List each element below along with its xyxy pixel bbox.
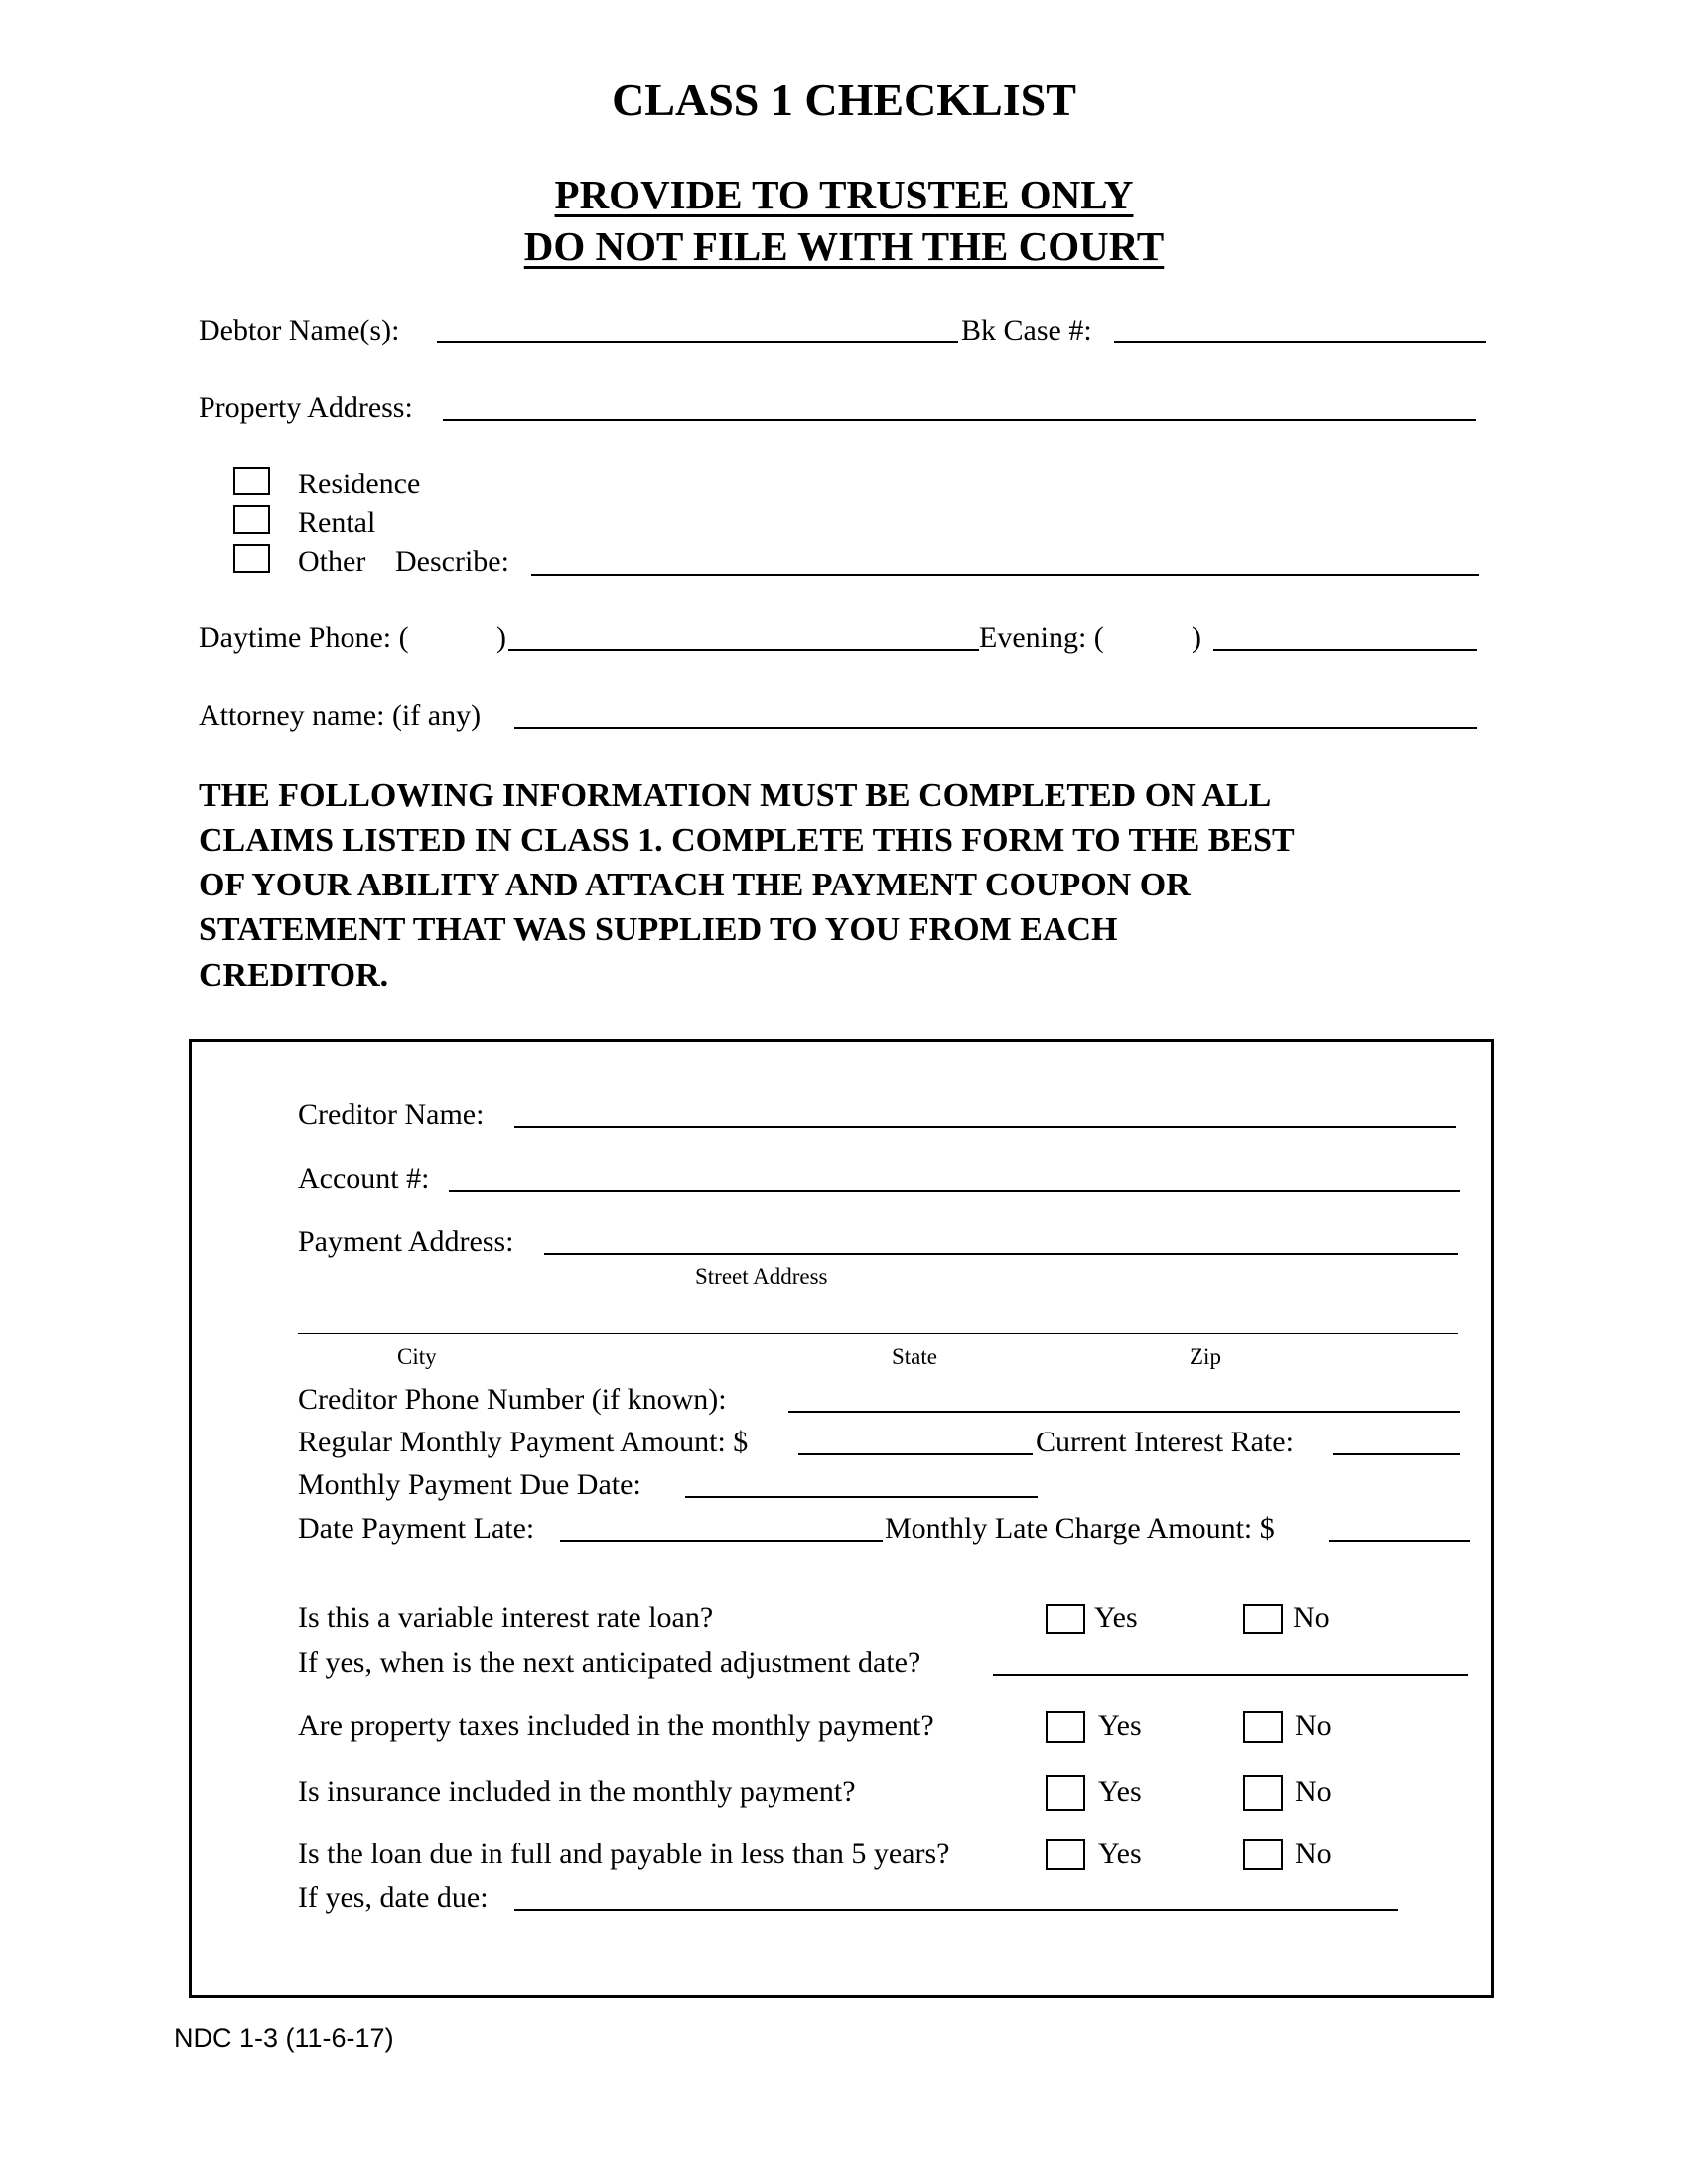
zip-caption: Zip xyxy=(1190,1344,1221,1369)
subtitle-trustee-only: PROVIDE TO TRUSTEE ONLY xyxy=(554,172,1134,217)
late-charge-field[interactable] xyxy=(1329,1540,1470,1542)
monthly-payment-field[interactable] xyxy=(798,1453,1033,1455)
describe-field[interactable] xyxy=(531,574,1479,576)
instructions-line-2: CLAIMS LISTED IN CLASS 1. COMPLETE THIS FORM TO THE BEST xyxy=(199,822,1295,859)
evening-phone-label: Evening: ( xyxy=(979,621,1104,654)
insurance-question: Is insurance included in the monthly payment? xyxy=(298,1775,856,1808)
instructions-line-3: OF YOUR ABILITY AND ATTACH THE PAYMENT COUPON OR xyxy=(199,867,1191,903)
variable-rate-yes-checkbox[interactable] xyxy=(1046,1604,1085,1634)
variable-rate-no-checkbox[interactable] xyxy=(1243,1604,1283,1634)
insurance-yes-label: Yes xyxy=(1098,1775,1142,1808)
date-late-field[interactable] xyxy=(560,1540,883,1542)
daytime-phone-label: Daytime Phone: ( xyxy=(199,621,409,654)
loan-due-no-label: No xyxy=(1295,1838,1332,1870)
variable-rate-no-label: No xyxy=(1293,1601,1330,1634)
date-due-question: If yes, date due: xyxy=(298,1881,489,1914)
account-field[interactable] xyxy=(449,1190,1460,1192)
late-charge-label: Monthly Late Charge Amount: $ xyxy=(885,1512,1275,1545)
evening-phone-field[interactable] xyxy=(1213,649,1477,651)
adjustment-date-question: If yes, when is the next anticipated adjustment date? xyxy=(298,1646,921,1679)
city-caption: City xyxy=(397,1344,437,1369)
payment-address-label: Payment Address: xyxy=(298,1225,514,1258)
account-label: Account #: xyxy=(298,1162,430,1195)
property-taxes-yes-checkbox[interactable] xyxy=(1046,1711,1085,1743)
rental-label: Rental xyxy=(298,506,376,539)
state-caption: State xyxy=(892,1344,937,1369)
city-state-zip-field[interactable] xyxy=(298,1333,1458,1334)
monthly-payment-label: Regular Monthly Payment Amount: $ xyxy=(298,1426,749,1458)
rental-checkbox[interactable] xyxy=(233,505,270,534)
property-address-label: Property Address: xyxy=(199,391,413,424)
subtitle-do-not-file: DO NOT FILE WITH THE COURT xyxy=(523,223,1165,269)
instructions-line-5: CREDITOR. xyxy=(199,957,389,994)
debtor-name-field[interactable] xyxy=(437,341,958,343)
instructions-line-4: STATEMENT THAT WAS SUPPLIED TO YOU FROM EACH xyxy=(199,911,1118,948)
residence-checkbox[interactable] xyxy=(233,467,270,495)
interest-rate-label: Current Interest Rate: xyxy=(1036,1426,1294,1458)
loan-due-question: Is the loan due in full and payable in less than 5 years? xyxy=(298,1838,950,1870)
daytime-phone-paren: ) xyxy=(496,621,506,654)
insurance-no-checkbox[interactable] xyxy=(1243,1775,1283,1811)
due-date-field[interactable] xyxy=(685,1496,1038,1498)
property-taxes-no-checkbox[interactable] xyxy=(1243,1711,1283,1743)
creditor-name-label: Creditor Name: xyxy=(298,1098,485,1131)
form-title: CLASS 1 CHECKLIST xyxy=(612,74,1076,125)
other-checkbox[interactable] xyxy=(233,544,270,573)
insurance-no-label: No xyxy=(1295,1775,1332,1808)
creditor-name-field[interactable] xyxy=(514,1126,1456,1128)
loan-due-yes-checkbox[interactable] xyxy=(1046,1839,1085,1870)
debtor-name-label: Debtor Name(s): xyxy=(199,314,400,346)
bk-case-field[interactable] xyxy=(1114,341,1486,343)
insurance-yes-checkbox[interactable] xyxy=(1046,1775,1085,1811)
street-address-caption: Street Address xyxy=(695,1264,828,1289)
loan-due-yes-label: Yes xyxy=(1098,1838,1142,1870)
variable-rate-yes-label: Yes xyxy=(1094,1601,1138,1634)
property-taxes-no-label: No xyxy=(1295,1709,1332,1742)
date-late-label: Date Payment Late: xyxy=(298,1512,535,1545)
residence-label: Residence xyxy=(298,468,421,500)
due-date-label: Monthly Payment Due Date: xyxy=(298,1468,641,1501)
property-address-field[interactable] xyxy=(443,419,1476,421)
other-label: Other xyxy=(298,545,366,578)
form-id: NDC 1-3 (11-6-17) xyxy=(174,2023,394,2053)
daytime-phone-field[interactable] xyxy=(508,649,979,651)
attorney-label: Attorney name: (if any) xyxy=(199,699,482,732)
evening-phone-paren: ) xyxy=(1192,621,1201,654)
property-taxes-question: Are property taxes included in the monthly payment? xyxy=(298,1709,934,1742)
creditor-phone-label: Creditor Phone Number (if known): xyxy=(298,1383,727,1416)
street-address-field[interactable] xyxy=(544,1253,1458,1255)
attorney-field[interactable] xyxy=(514,727,1477,729)
describe-label: Describe: xyxy=(395,545,509,578)
instructions-line-1: THE FOLLOWING INFORMATION MUST BE COMPLETED ON ALL xyxy=(199,777,1272,814)
creditor-phone-field[interactable] xyxy=(788,1411,1460,1413)
date-due-field[interactable] xyxy=(514,1909,1398,1911)
adjustment-date-field[interactable] xyxy=(993,1674,1468,1676)
loan-due-no-checkbox[interactable] xyxy=(1243,1839,1283,1870)
variable-rate-question: Is this a variable interest rate loan? xyxy=(298,1601,714,1634)
interest-rate-field[interactable] xyxy=(1333,1453,1460,1455)
bk-case-label: Bk Case #: xyxy=(961,314,1092,346)
property-taxes-yes-label: Yes xyxy=(1098,1709,1142,1742)
